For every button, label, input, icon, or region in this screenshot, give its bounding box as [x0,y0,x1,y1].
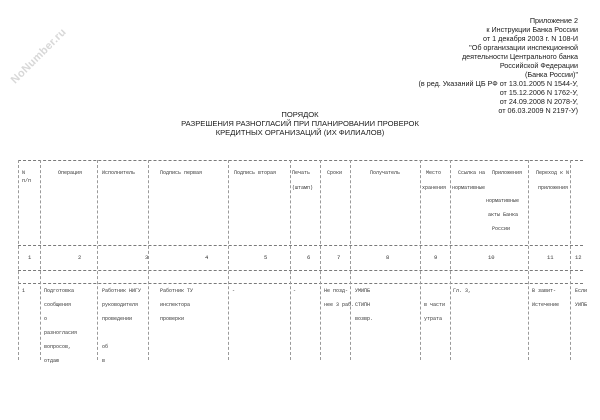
header-cell: России [492,226,511,232]
table-cell: инспектора [160,302,191,308]
table-cell: В завит- [532,288,557,294]
table-cell: Работник НИГУ [102,288,142,294]
header-cell: Ссылка на [458,170,486,176]
col-divider [228,160,229,360]
header-cell: Место [426,170,442,176]
table-cell: - [293,288,297,294]
table-cell: - [232,288,236,294]
watermark: NoNumber.ru [8,26,69,87]
column-number: 6 [307,254,311,261]
col-divider [290,160,291,360]
table-cell: УМИПБ [355,288,371,294]
col-divider [320,160,321,360]
col-divider [528,160,529,360]
header-cell: Операция [58,170,83,176]
col-divider [350,160,351,360]
title-line: ПОРЯДОК [281,110,319,119]
column-number: 2 [78,254,82,261]
table-cell: о [44,316,48,322]
col-divider [40,160,41,360]
header-cell: Переход к N [536,170,570,176]
header-cell: Печать [292,170,311,176]
table-cell: в части [424,302,446,308]
header-cell: Подпись вторая [234,170,277,176]
header-cell: нормативные [452,185,486,191]
col-divider [97,160,98,360]
table-cell: СТИПН [355,302,371,308]
table-cell: Работник ТУ [160,288,194,294]
header-cell: п/п [22,178,32,184]
appendix-line: Приложение 2 [529,16,578,25]
table-cell: вопросов, [44,344,72,350]
appendix-line: деятельности Центрального банка [461,52,578,61]
column-number: 4 [205,254,209,261]
column-number: 7 [337,254,341,261]
appendix-line: (Банка России)" [524,70,578,79]
column-number: 5 [264,254,268,261]
column-number: 11 [547,254,554,261]
header-cell: Подпись первая [160,170,203,176]
table-cell: Если [575,288,588,294]
appendix-block [348,16,578,115]
body-top-border [18,283,583,284]
table-top-border [18,160,583,161]
colnum-bottom-border [18,270,583,271]
appendix-line: от 06.03.2009 N 2197-У) [498,106,578,115]
appendix-line: от 15.12.2006 N 1762-У, [499,88,578,97]
header-cell: N [22,170,26,176]
col-divider [18,160,19,360]
table-cell: утрата [424,316,443,322]
table-cell: Подготовка [44,288,75,294]
appendix-line: (в ред. Указаний ЦБ РФ от 13.01.2005 N 1544-У, [418,79,578,88]
header-cell: хранения [422,185,447,191]
table-cell: руководителя [102,302,139,308]
appendix-line: "Об организации инспекционной [469,43,578,52]
appendix-line: от 1 декабря 2003 г. N 108-И [483,34,578,43]
column-number: 3 [145,254,149,261]
table-cell: отдаю [44,358,60,364]
column-number: 12 [575,254,582,261]
header-cell: Исполнитель [102,170,136,176]
table-cell: сообщения [44,302,72,308]
col-divider [450,160,451,360]
title-line: КРЕДИТНЫХ ОРГАНИЗАЦИЙ (ИХ ФИЛИАЛОВ) [215,128,385,137]
table-cell: УИПБ [575,302,588,308]
column-number: 10 [488,254,495,261]
table-cell: проведении [102,316,133,322]
header-cell: (штамп) [292,185,314,191]
header-cell: Получатель [370,170,401,176]
table-cell: об [102,344,109,350]
header-cell: приложения [538,185,569,191]
header-bottom-border [18,245,583,246]
column-number: 1 [28,254,32,261]
header-cell: акты Банка [488,212,519,218]
header-cell: Сроки [327,170,343,176]
table-cell: возвр. [355,316,374,322]
table-cell: проверки [160,316,185,322]
document-title [150,110,450,137]
col-divider [570,160,571,360]
table-cell: нее 3 раб. [324,302,355,308]
table-cell: Гл. 3, [453,288,472,294]
table-cell: в [102,358,106,364]
table-cell: Истечение [532,302,560,308]
header-cell: Приложения [492,170,523,176]
table-cell: разногласия [44,330,78,336]
appendix-line: Российской Федерации [499,61,578,70]
appendix-line: от 24.09.2008 N 2078-У, [499,97,578,106]
header-cell: нормативные [486,198,520,204]
table-cell: Не позд- [324,288,349,294]
column-number: 8 [386,254,390,261]
column-number: 9 [434,254,438,261]
appendix-line: к Инструкции Банка России [486,25,578,34]
col-divider [420,160,421,360]
title-line: РАЗРЕШЕНИЯ РАЗНОГЛАСИЙ ПРИ ПЛАНИРОВАНИИ ПРОВЕРОК [181,119,419,128]
table-cell: 1 [22,288,26,294]
